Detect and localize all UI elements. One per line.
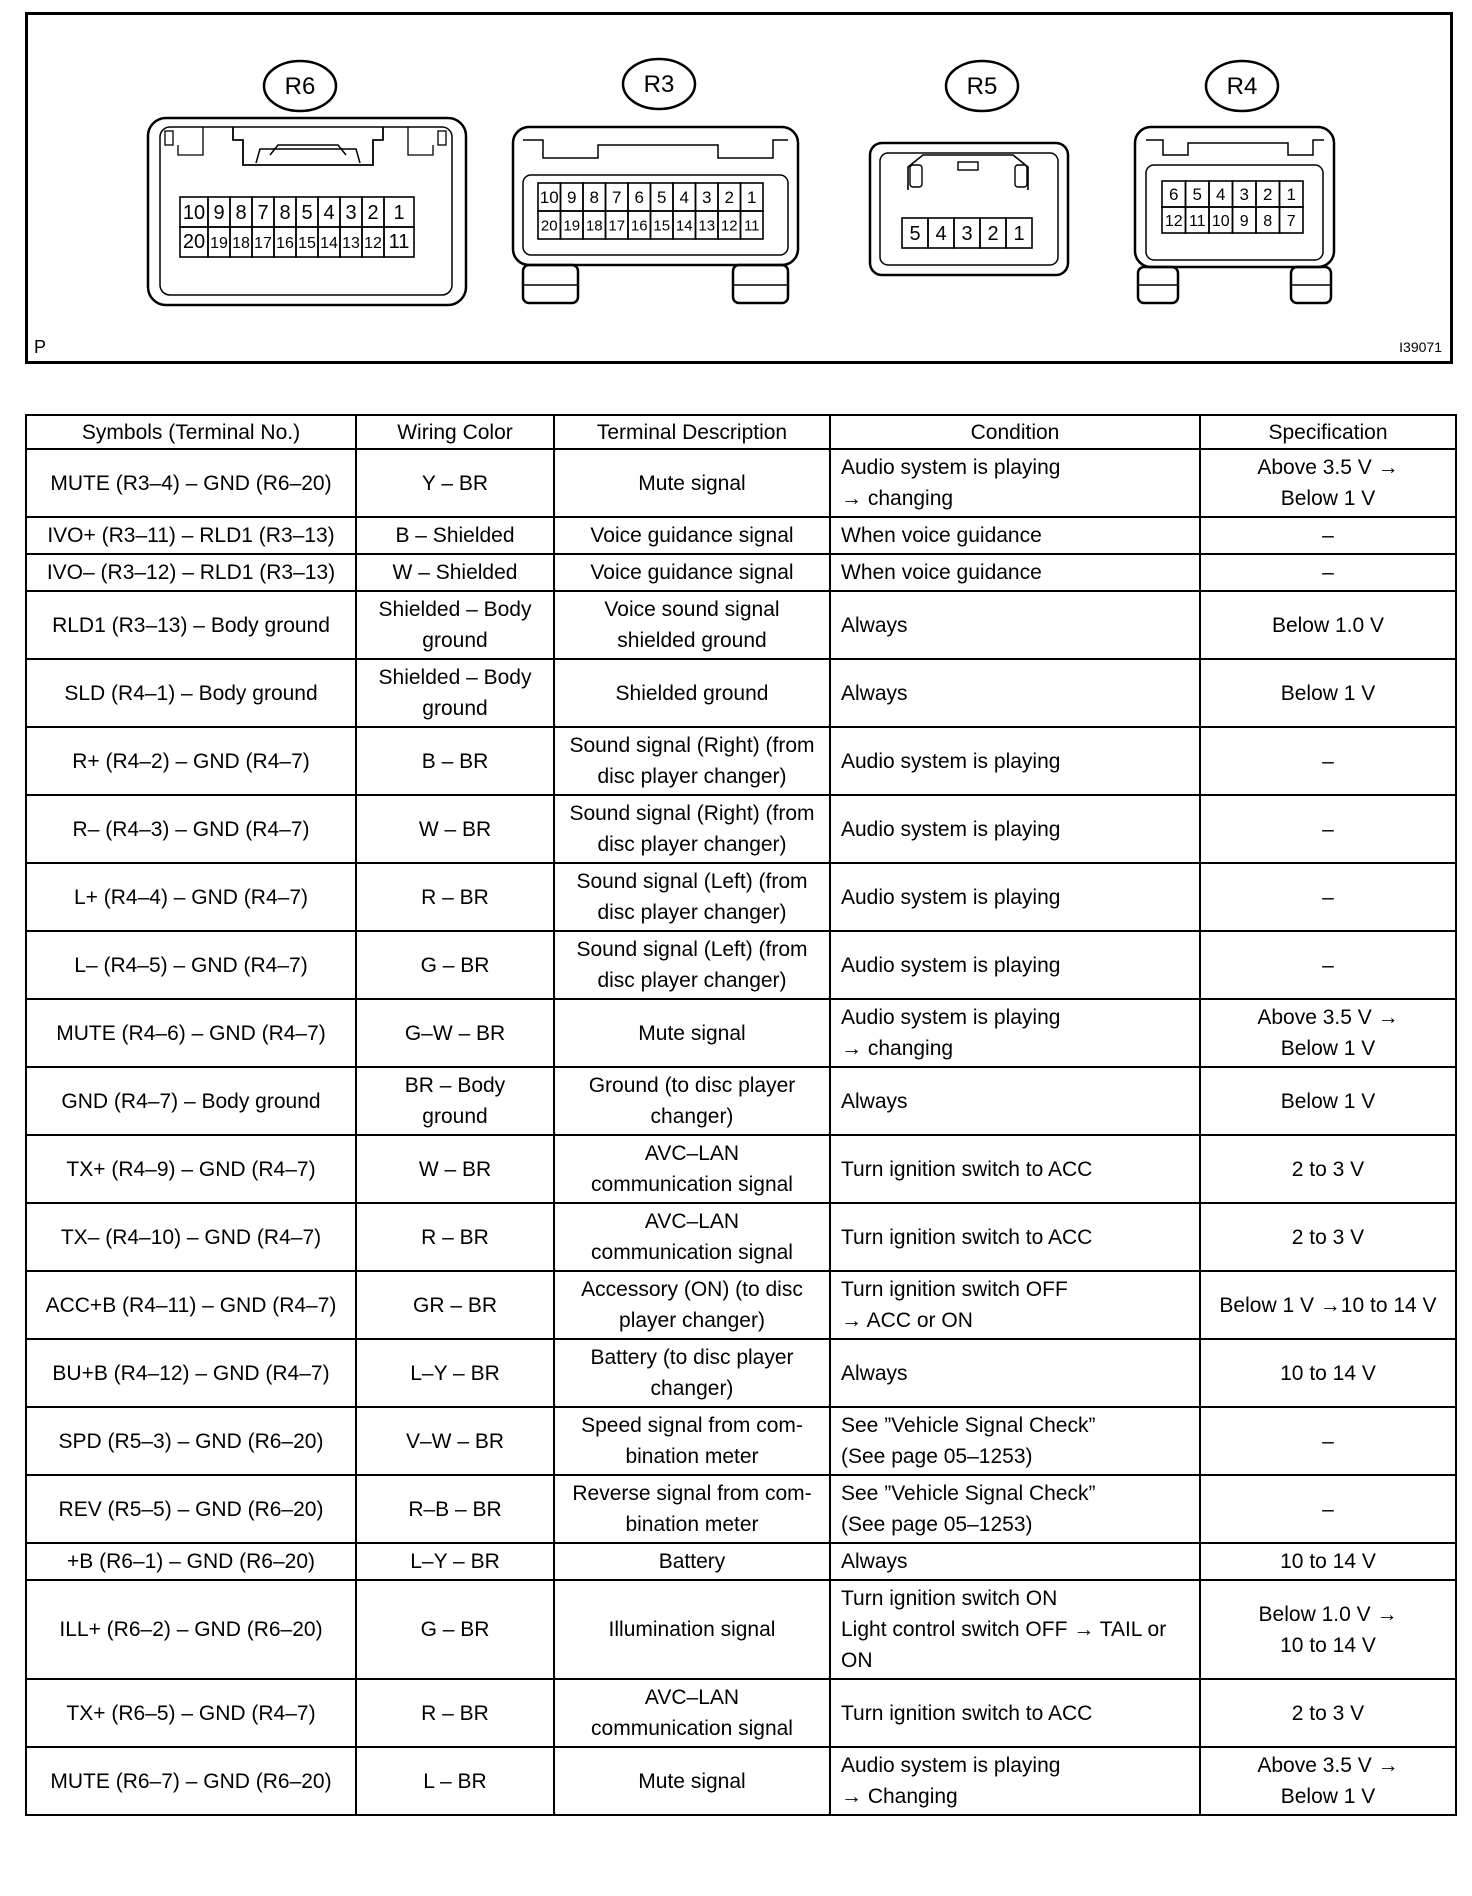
connector-r6 [148, 61, 466, 305]
cell-condition: Always [830, 591, 1200, 659]
cell-condition: When voice guidance [830, 517, 1200, 554]
pin-number: 13 [342, 234, 360, 252]
cell-condition: Turn ignition switch ON Light control switch OFF → TAIL or ON [830, 1580, 1200, 1679]
cell-symbol: ILL+ (R6–2) – GND (R6–20) [26, 1580, 356, 1679]
cell-wiring-color: B – Shielded [356, 517, 554, 554]
cell-specification: 2 to 3 V [1200, 1135, 1456, 1203]
cell-symbol: IVO– (R3–12) – RLD1 (R3–13) [26, 554, 356, 591]
pin-number: 9 [213, 202, 225, 225]
figure-code: I39071 [1399, 339, 1442, 355]
cell-wiring-color: L–Y – BR [356, 1339, 554, 1407]
table-row [26, 1580, 1456, 1679]
pin-number: 14 [675, 217, 693, 235]
header-specification: Specification [1200, 415, 1456, 449]
pin-number: 11 [1188, 212, 1206, 230]
cell-condition: Always [830, 1339, 1200, 1407]
cell-symbol: R+ (R4–2) – GND (R4–7) [26, 727, 356, 795]
table-row [26, 449, 1456, 517]
cell-wiring-color: R – BR [356, 863, 554, 931]
pin-number: 17 [608, 217, 626, 235]
cell-wiring-color: G – BR [356, 931, 554, 999]
connector-r4-label: R4 [1226, 73, 1258, 100]
pin-number: 4 [1216, 185, 1226, 205]
cell-wiring-color: R – BR [356, 1203, 554, 1271]
pin-number: 16 [276, 234, 294, 252]
cell-specification: Below 1 V [1200, 1067, 1456, 1135]
pin-number: 7 [1286, 212, 1296, 230]
cell-specification: 10 to 14 V [1200, 1543, 1456, 1580]
cell-condition: Always [830, 1067, 1200, 1135]
cell-symbol: ACC+B (R4–11) – GND (R4–7) [26, 1271, 356, 1339]
connector-r5 [870, 61, 1068, 275]
table-row [26, 999, 1456, 1067]
pin-number: 3 [702, 188, 712, 208]
pin-number: 12 [1164, 212, 1183, 230]
cell-description: Shielded ground [554, 659, 830, 727]
cell-condition: Audio system is playing → changing [830, 999, 1200, 1067]
pin-number: 4 [323, 202, 335, 225]
cell-symbol: GND (R4–7) – Body ground [26, 1067, 356, 1135]
connector-r4 [1135, 61, 1334, 303]
cell-wiring-color: W – BR [356, 795, 554, 863]
pin-number: 1 [1286, 185, 1296, 205]
pin-number: 18 [585, 217, 603, 235]
cell-symbol: SPD (R5–3) – GND (R6–20) [26, 1407, 356, 1475]
cell-description: AVC–LAN communication signal [554, 1203, 830, 1271]
cell-specification: 2 to 3 V [1200, 1203, 1456, 1271]
cell-specification: – [1200, 1407, 1456, 1475]
cell-specification: – [1200, 1475, 1456, 1543]
pin-number: 14 [320, 234, 338, 252]
table-body [26, 449, 1456, 1815]
cell-specification: Below 1.0 V [1200, 591, 1456, 659]
pin-number: 9 [1239, 212, 1249, 230]
cell-description: AVC–LAN communication signal [554, 1135, 830, 1203]
connector-diagram [25, 12, 1453, 364]
cell-description: Illumination signal [554, 1580, 830, 1679]
pin-number: 4 [679, 188, 689, 208]
table-row [26, 554, 1456, 591]
table-row [26, 727, 1456, 795]
cell-specification: – [1200, 795, 1456, 863]
cell-specification: Below 1.0 V → 10 to 14 V [1200, 1580, 1456, 1679]
cell-specification: Above 3.5 V → Below 1 V [1200, 999, 1456, 1067]
pin-number: 5 [301, 202, 313, 225]
header-terminal-description: Terminal Description [554, 415, 830, 449]
connector-r3-label: R3 [643, 71, 675, 98]
table-row [26, 1067, 1456, 1135]
cell-condition: Audio system is playing [830, 727, 1200, 795]
cell-wiring-color: L – BR [356, 1747, 554, 1815]
cell-symbol: TX– (R4–10) – GND (R4–7) [26, 1203, 356, 1271]
cell-condition: Turn ignition switch to ACC [830, 1135, 1200, 1203]
pin-number: 5 [909, 223, 921, 246]
cell-symbol: MUTE (R3–4) – GND (R6–20) [26, 449, 356, 517]
header-condition: Condition [830, 415, 1200, 449]
table-row [26, 1339, 1456, 1407]
pin-number: 19 [210, 234, 228, 252]
pin-number: 13 [698, 217, 716, 235]
cell-description: Accessory (ON) (to disc player changer) [554, 1271, 830, 1339]
cell-symbol: L– (R4–5) – GND (R4–7) [26, 931, 356, 999]
cell-condition: Turn ignition switch OFF → ACC or ON [830, 1271, 1200, 1339]
cell-description: Mute signal [554, 1747, 830, 1815]
pin-number: 6 [1169, 185, 1179, 205]
cell-wiring-color: W – BR [356, 1135, 554, 1203]
cell-condition: Turn ignition switch to ACC [830, 1203, 1200, 1271]
pin-number: 2 [987, 223, 999, 246]
pin-number: 2 [724, 188, 734, 208]
corner-mark: P [34, 337, 47, 357]
terminal-spec-table [25, 414, 1457, 1816]
pin-number: 3 [1239, 185, 1249, 205]
cell-description: Battery (to disc player changer) [554, 1339, 830, 1407]
cell-symbol: +B (R6–1) – GND (R6–20) [26, 1543, 356, 1580]
table-header-row [26, 415, 1456, 449]
cell-wiring-color: G – BR [356, 1580, 554, 1679]
table-row [26, 863, 1456, 931]
cell-description: Voice sound signal shielded ground [554, 591, 830, 659]
connector-r3 [513, 59, 798, 303]
table-row [26, 1135, 1456, 1203]
connector-r5-label: R5 [966, 73, 998, 100]
cell-wiring-color: BR – Body ground [356, 1067, 554, 1135]
cell-symbol: R– (R4–3) – GND (R4–7) [26, 795, 356, 863]
cell-condition: When voice guidance [830, 554, 1200, 591]
pin-number: 5 [1192, 185, 1202, 205]
pin-number: 7 [612, 188, 622, 208]
connector-r6-label: R6 [284, 73, 316, 100]
cell-condition: Audio system is playing → Changing [830, 1747, 1200, 1815]
cell-description: Voice guidance signal [554, 517, 830, 554]
table-row [26, 1475, 1456, 1543]
cell-description: Ground (to disc player changer) [554, 1067, 830, 1135]
pin-number: 18 [232, 234, 250, 252]
header-symbols: Symbols (Terminal No.) [26, 415, 356, 449]
pin-number: 17 [254, 234, 272, 252]
cell-wiring-color: V–W – BR [356, 1407, 554, 1475]
cell-specification: – [1200, 517, 1456, 554]
cell-specification: Below 1 V [1200, 659, 1456, 727]
cell-description: Sound signal (Left) (from disc player changer) [554, 931, 830, 999]
table-row [26, 1747, 1456, 1815]
pin-number: 5 [657, 188, 667, 208]
cell-condition: See ”Vehicle Signal Check” (See page 05–1253) [830, 1475, 1200, 1543]
cell-specification: – [1200, 727, 1456, 795]
cell-condition: Turn ignition switch to ACC [830, 1679, 1200, 1747]
pin-number: 10 [1211, 212, 1230, 230]
table-row [26, 1203, 1456, 1271]
cell-condition: Audio system is playing [830, 795, 1200, 863]
cell-wiring-color: R – BR [356, 1679, 554, 1747]
cell-description: Voice guidance signal [554, 554, 830, 591]
cell-wiring-color: Shielded – Body ground [356, 659, 554, 727]
cell-symbol: RLD1 (R3–13) – Body ground [26, 591, 356, 659]
cell-specification: 2 to 3 V [1200, 1679, 1456, 1747]
cell-symbol: IVO+ (R3–11) – RLD1 (R3–13) [26, 517, 356, 554]
cell-condition: Audio system is playing [830, 863, 1200, 931]
pin-number: 3 [345, 202, 357, 225]
connector-drawings [28, 15, 1450, 361]
cell-symbol: SLD (R4–1) – Body ground [26, 659, 356, 727]
pin-number: 19 [563, 217, 581, 235]
pin-number: 8 [279, 202, 291, 225]
pin-number: 20 [182, 230, 206, 253]
pin-number: 10 [182, 202, 206, 225]
cell-wiring-color: GR – BR [356, 1271, 554, 1339]
pin-number: 8 [235, 202, 247, 225]
cell-condition: Audio system is playing [830, 931, 1200, 999]
cell-symbol: BU+B (R4–12) – GND (R4–7) [26, 1339, 356, 1407]
cell-specification: – [1200, 863, 1456, 931]
cell-condition: Always [830, 1543, 1200, 1580]
cell-specification: – [1200, 931, 1456, 999]
cell-wiring-color: R–B – BR [356, 1475, 554, 1543]
cell-specification: Above 3.5 V → Below 1 V [1200, 1747, 1456, 1815]
pin-number: 20 [540, 217, 558, 235]
cell-description: Sound signal (Right) (from disc player changer) [554, 795, 830, 863]
cell-description: AVC–LAN communication signal [554, 1679, 830, 1747]
cell-wiring-color: G–W – BR [356, 999, 554, 1067]
cell-condition: Audio system is playing → changing [830, 449, 1200, 517]
cell-description: Mute signal [554, 449, 830, 517]
pin-number: 9 [567, 188, 577, 208]
pin-number: 2 [367, 202, 379, 225]
pin-number: 1 [393, 202, 405, 225]
table-row [26, 1543, 1456, 1580]
pin-number: 11 [743, 217, 760, 235]
cell-specification: – [1200, 554, 1456, 591]
cell-specification: Above 3.5 V → Below 1 V [1200, 449, 1456, 517]
pin-number: 8 [1263, 212, 1273, 230]
pin-number: 11 [388, 230, 410, 253]
cell-symbol: L+ (R4–4) – GND (R4–7) [26, 863, 356, 931]
cell-wiring-color: L–Y – BR [356, 1543, 554, 1580]
table-row [26, 517, 1456, 554]
cell-wiring-color: B – BR [356, 727, 554, 795]
pin-number: 2 [1263, 185, 1273, 205]
cell-description: Battery [554, 1543, 830, 1580]
cell-symbol: MUTE (R6–7) – GND (R6–20) [26, 1747, 356, 1815]
table-row [26, 659, 1456, 727]
cell-description: Mute signal [554, 999, 830, 1067]
cell-wiring-color: W – Shielded [356, 554, 554, 591]
cell-symbol: REV (R5–5) – GND (R6–20) [26, 1475, 356, 1543]
cell-description: Sound signal (Right) (from disc player changer) [554, 727, 830, 795]
table-row [26, 1271, 1456, 1339]
cell-specification: 10 to 14 V [1200, 1339, 1456, 1407]
cell-symbol: TX+ (R4–9) – GND (R4–7) [26, 1135, 356, 1203]
pin-number: 15 [653, 217, 671, 235]
cell-specification: Below 1 V →10 to 14 V [1200, 1271, 1456, 1339]
cell-description: Reverse signal from com- bination meter [554, 1475, 830, 1543]
cell-condition: See ”Vehicle Signal Check” (See page 05–1253) [830, 1407, 1200, 1475]
pin-number: 15 [298, 234, 316, 252]
header-wiring-color: Wiring Color [356, 415, 554, 449]
pin-number: 6 [634, 188, 644, 208]
pin-number: 10 [539, 188, 559, 208]
cell-wiring-color: Shielded – Body ground [356, 591, 554, 659]
cell-symbol: TX+ (R6–5) – GND (R4–7) [26, 1679, 356, 1747]
table-row [26, 1407, 1456, 1475]
pin-number: 12 [720, 217, 738, 235]
cell-wiring-color: Y – BR [356, 449, 554, 517]
pin-number: 1 [1013, 223, 1025, 246]
pin-number: 16 [630, 217, 648, 235]
pin-number: 3 [961, 223, 973, 246]
cell-condition: Always [830, 659, 1200, 727]
table-row [26, 1679, 1456, 1747]
table-row [26, 931, 1456, 999]
pin-number: 7 [257, 202, 269, 225]
table-row [26, 795, 1456, 863]
pin-number: 1 [747, 188, 757, 208]
pin-number: 8 [589, 188, 599, 208]
cell-symbol: MUTE (R4–6) – GND (R4–7) [26, 999, 356, 1067]
pin-number: 12 [364, 234, 382, 252]
cell-description: Speed signal from com- bination meter [554, 1407, 830, 1475]
cell-description: Sound signal (Left) (from disc player changer) [554, 863, 830, 931]
table-row [26, 591, 1456, 659]
pin-number: 4 [935, 223, 947, 246]
